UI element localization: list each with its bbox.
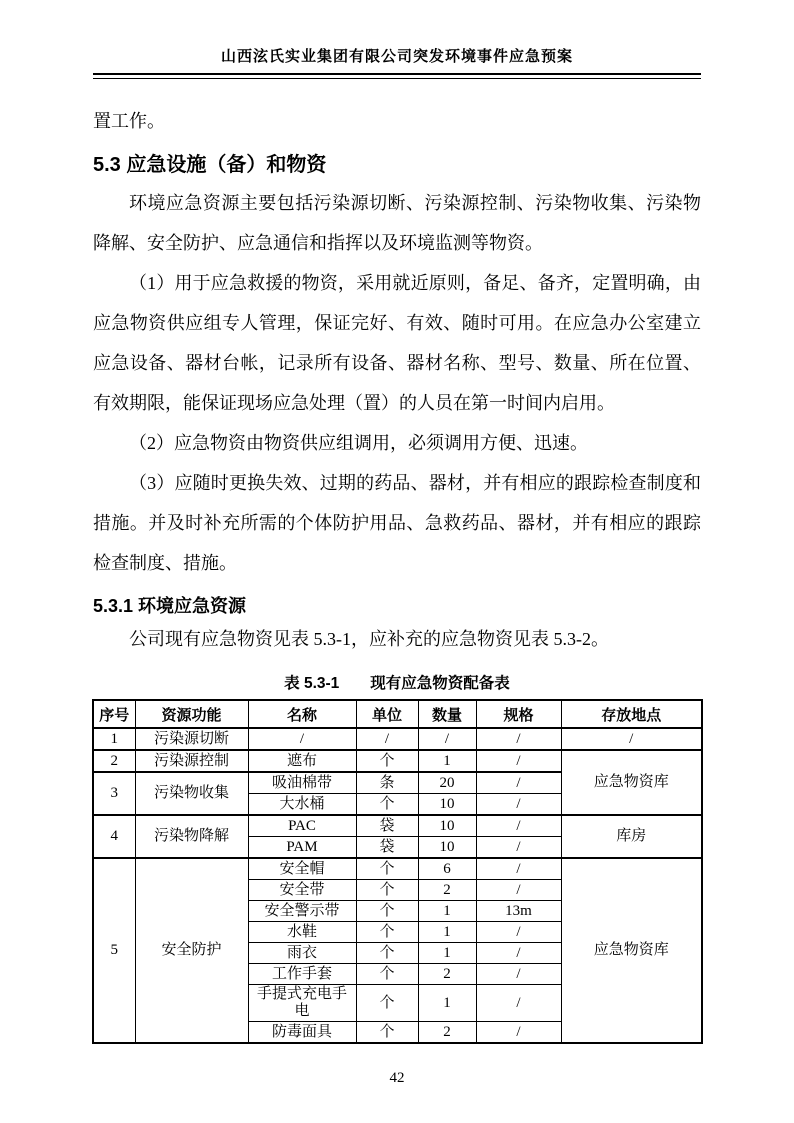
cell-spec: / (476, 1022, 561, 1044)
cell-quantity: / (418, 728, 476, 750)
cell-spec: / (476, 772, 561, 794)
subsection-heading-5-3-1: 5.3.1 环境应急资源 (93, 596, 247, 616)
cell-unit: 个 (356, 901, 418, 922)
cell-name: 遮布 (248, 750, 356, 772)
cell-unit: 个 (356, 922, 418, 943)
cell-name: PAC (248, 815, 356, 837)
cell-spec: / (476, 985, 561, 1022)
cell-no: 3 (93, 772, 135, 815)
cell-unit: / (356, 728, 418, 750)
cell-name: 手提式充电手电 (248, 985, 356, 1022)
cell-name: 吸油棉带 (248, 772, 356, 794)
col-header-location: 存放地点 (561, 700, 702, 728)
cell-quantity: 1 (418, 750, 476, 772)
cell-quantity: 2 (418, 964, 476, 985)
cell-name: 防毒面具 (248, 1022, 356, 1044)
cell-quantity: 20 (418, 772, 476, 794)
cell-quantity: 10 (418, 794, 476, 816)
cell-spec: / (476, 815, 561, 837)
cell-quantity: 10 (418, 815, 476, 837)
cell-no: 1 (93, 728, 135, 750)
table-row (93, 815, 702, 837)
cell-quantity: 6 (418, 858, 476, 880)
cell-spec: / (476, 943, 561, 964)
table-row (93, 750, 702, 772)
table-caption: 表 5.3-1 现有应急物资配备表 (284, 675, 510, 692)
col-header-function: 资源功能 (135, 700, 248, 728)
cell-function: 污染物降解 (135, 815, 248, 858)
cell-quantity: 10 (418, 837, 476, 859)
paragraph-item-2: （2）应急物资由物资供应组调用，必须调用方便、迅速。 (129, 433, 588, 453)
cell-spec: / (476, 750, 561, 772)
cell-spec: / (476, 728, 561, 750)
section-heading-5-3: 5.3 应急设施（备）和物资 (93, 154, 327, 176)
table-row (93, 858, 702, 880)
cell-name: 安全帽 (248, 858, 356, 880)
page-header-title: 山西泫氏实业集团有限公司突发环境事件应急预案 (220, 48, 573, 65)
cell-quantity: 2 (418, 880, 476, 901)
cell-spec: / (476, 880, 561, 901)
cell-name: 安全带 (248, 880, 356, 901)
cell-quantity: 1 (418, 922, 476, 943)
cell-location: 应急物资库 (561, 750, 702, 815)
col-header-unit: 单位 (356, 700, 418, 728)
cell-unit: 个 (356, 985, 418, 1022)
cell-spec: 13m (476, 901, 561, 922)
cell-name: 工作手套 (248, 964, 356, 985)
paragraph-table-ref: 公司现有应急物资见表 5.3-1，应补充的应急物资见表 5.3-2。 (129, 629, 609, 649)
materials-table (92, 699, 703, 1044)
cell-unit: 个 (356, 943, 418, 964)
cell-function: 污染源切断 (135, 728, 248, 750)
page-number: 42 (389, 1070, 405, 1086)
cell-unit: 袋 (356, 815, 418, 837)
cell-quantity: 1 (418, 901, 476, 922)
cell-quantity: 1 (418, 943, 476, 964)
table-header-row (93, 700, 702, 728)
cell-no: 2 (93, 750, 135, 772)
cell-unit: 个 (356, 794, 418, 816)
paragraph-item-1: （1）用于应急救援的物资，采用就近原则，备足、备齐，定置明确，由应急物资供应组专人管理，保证完好、有效、随时可用。在应急办公室建立应急设备、器材台帐，记录所有设备、器材名称、型号、数量、所在位置、有效期限，能保证现场应急处理（置）的人员在第一时间内启用。 (93, 273, 701, 413)
cell-name: PAM (248, 837, 356, 859)
cell-location: 应急物资库 (561, 858, 702, 1043)
paragraph-continuation: 置工作。 (93, 111, 165, 131)
cell-no: 4 (93, 815, 135, 858)
cell-no: 5 (93, 858, 135, 1043)
cell-unit: 条 (356, 772, 418, 794)
cell-function: 污染源控制 (135, 750, 248, 772)
cell-spec: / (476, 922, 561, 943)
cell-name: 雨衣 (248, 943, 356, 964)
header-double-rule (93, 73, 701, 79)
cell-name: / (248, 728, 356, 750)
table-row (93, 728, 702, 750)
cell-unit: 个 (356, 1022, 418, 1044)
col-header-spec: 规格 (476, 700, 561, 728)
cell-function: 安全防护 (135, 858, 248, 1043)
cell-spec: / (476, 964, 561, 985)
cell-spec: / (476, 837, 561, 859)
cell-name: 大水桶 (248, 794, 356, 816)
cell-unit: 个 (356, 858, 418, 880)
col-header-name: 名称 (248, 700, 356, 728)
col-header-quantity: 数量 (418, 700, 476, 728)
cell-unit: 个 (356, 880, 418, 901)
page-header (93, 46, 701, 79)
paragraph-intro: 环境应急资源主要包括污染源切断、污染源控制、污染物收集、污染物降解、安全防护、应急通信和指挥以及环境监测等物资。 (93, 193, 701, 253)
cell-unit: 袋 (356, 837, 418, 859)
cell-name: 安全警示带 (248, 901, 356, 922)
paragraph-item-3: （3）应随时更换失效、过期的药品、器材，并有相应的跟踪检查制度和措施。并及时补充所需的个体防护用品、急救药品、器材，并有相应的跟踪检查制度、措施。 (93, 473, 701, 573)
cell-location: / (561, 728, 702, 750)
cell-location: 库房 (561, 815, 702, 858)
cell-quantity: 1 (418, 985, 476, 1022)
cell-quantity: 2 (418, 1022, 476, 1044)
cell-unit: 个 (356, 750, 418, 772)
cell-name: 水鞋 (248, 922, 356, 943)
cell-spec: / (476, 794, 561, 816)
cell-unit: 个 (356, 964, 418, 985)
cell-function: 污染物收集 (135, 772, 248, 815)
cell-spec: / (476, 858, 561, 880)
col-header-index: 序号 (93, 700, 135, 728)
